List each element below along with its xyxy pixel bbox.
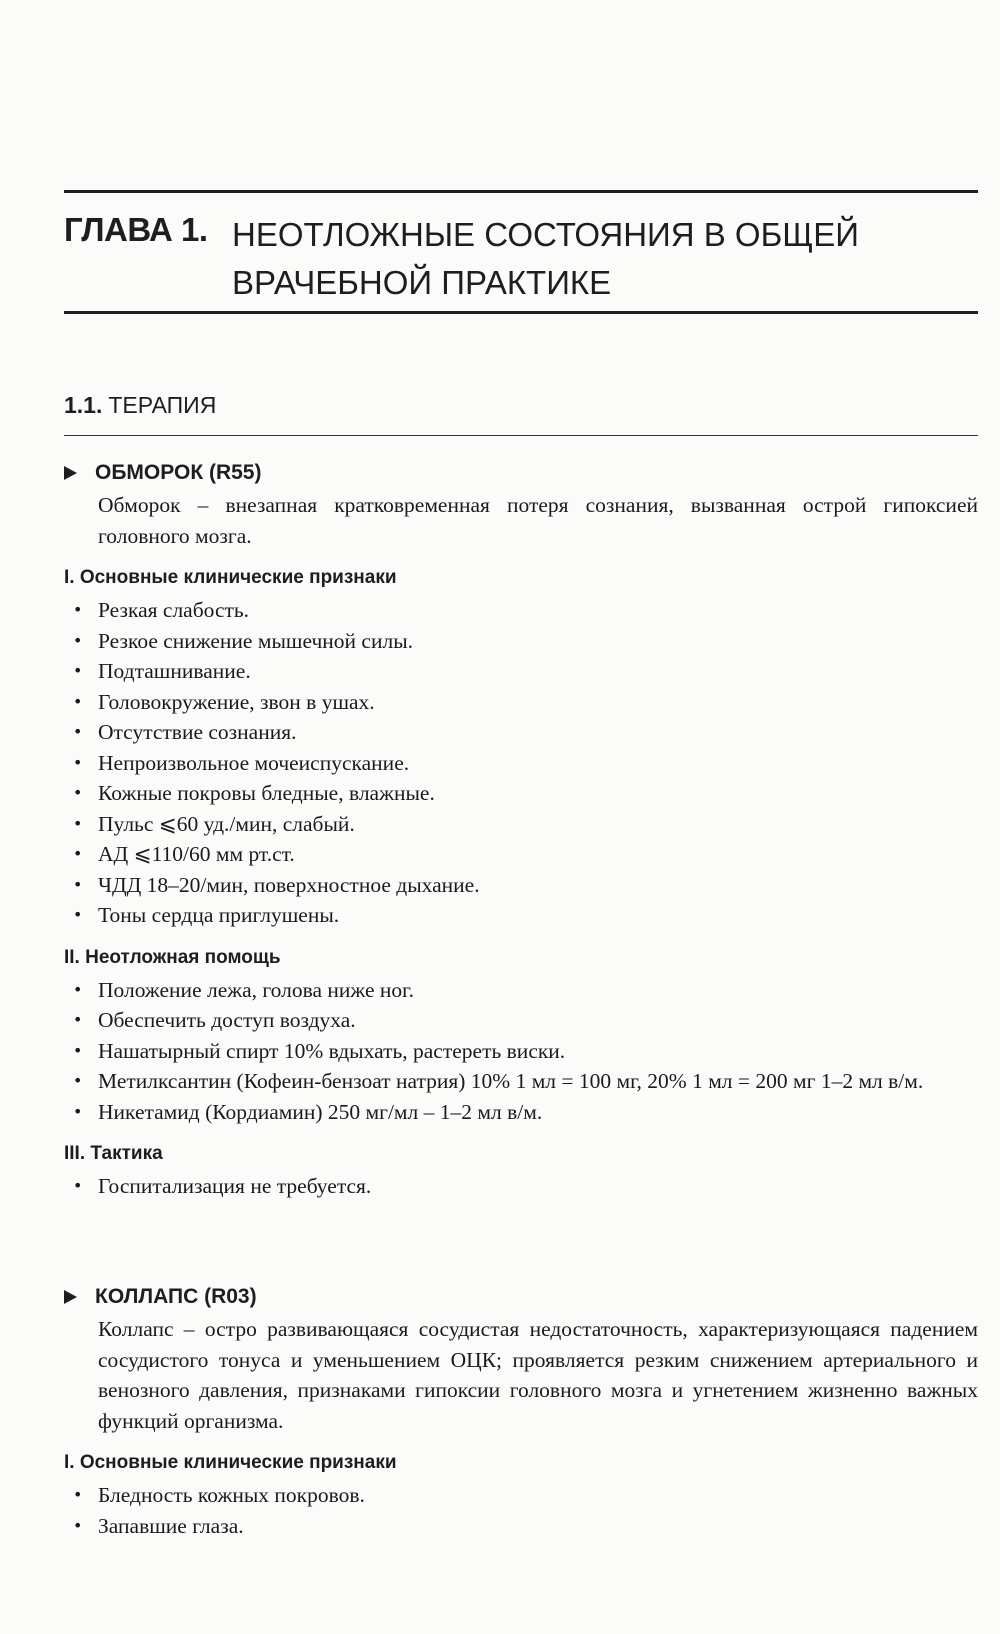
group-heading: II. Неотложная помощь	[64, 946, 281, 968]
chapter-label: ГЛАВА 1.	[64, 211, 208, 248]
topic-title: КОЛЛАПС (R03)	[95, 1285, 257, 1308]
chapter-header	[64, 190, 978, 314]
list-item-text: Метилксантин (Кофеин-бензоат натрия) 10% 1 мл = 100 мг, 20% 1 мл = 200 мг 1–2 мл в/м.	[98, 1069, 924, 1093]
bullet-icon: •	[73, 661, 83, 680]
list-item-text: Головокружение, звон в ушах.	[98, 689, 375, 714]
list-item	[64, 1480, 978, 1511]
bullet-icon: •	[73, 1176, 83, 1195]
bullet-icon: •	[73, 874, 83, 894]
bullet-icon: •	[73, 722, 83, 741]
list-item-text: Положение лежа, голова ниже ног.	[98, 977, 414, 1002]
list-item	[64, 839, 978, 870]
list-item	[64, 595, 978, 626]
list-item-text: Госпитализация не требуется.	[98, 1174, 372, 1198]
bullet-icon: •	[73, 813, 83, 833]
chapter-title-line-1: НЕОТЛОЖНЫЕ СОСТОЯНИЯ В ОБЩЕЙ	[232, 216, 859, 253]
list-item	[64, 778, 978, 809]
topic-heading	[64, 1280, 978, 1314]
bullet-icon: •	[73, 783, 83, 802]
section-title: ТЕРАПИЯ	[108, 392, 217, 418]
list-item-text: Непроизвольное мочеиспускание.	[98, 750, 410, 775]
bullet-icon: •	[73, 844, 83, 863]
list-item	[64, 1171, 978, 1202]
triangle-bullet-icon	[64, 1290, 77, 1304]
bullet-icon: •	[73, 1010, 83, 1029]
list-item	[64, 809, 978, 840]
list-item-text: Нашатырный спирт 10% вдыхать, растереть виски.	[98, 1038, 566, 1063]
list-item-text: Кожные покровы бледные, влажные.	[98, 781, 435, 805]
chapter-title-line-2: ВРАЧЕБНОЙ ПРАКТИКЕ	[232, 264, 612, 301]
list-item-text: Подташнивание.	[98, 659, 251, 683]
list-item-text: Запавшие глаза.	[98, 1513, 244, 1538]
triangle-bullet-icon	[64, 466, 77, 480]
bullet-icon: •	[73, 979, 83, 999]
bullet-icon: •	[73, 691, 83, 711]
group-heading: I. Основные клинические признаки	[64, 1452, 397, 1473]
section-heading	[64, 392, 978, 436]
list-item-text: Тоны сердца приглушены.	[98, 903, 340, 927]
topic-heading	[64, 456, 978, 490]
emergency-care-list	[64, 975, 978, 1128]
list-item-text: Пульс ⩽60 уд./мин, слабый.	[98, 811, 355, 836]
list-item-text: Никетамид (Кордиамин) 250 мг/мл – 1–2 мл в/м.	[98, 1099, 543, 1124]
bullet-icon: •	[73, 752, 83, 772]
bullet-icon: •	[73, 1040, 83, 1060]
list-item-text: Отсутствие сознания.	[98, 720, 297, 744]
chapter-title	[232, 211, 972, 307]
bullet-icon: •	[73, 905, 83, 924]
section-number: 1.1.	[64, 392, 103, 418]
topic-title: ОБМОРОК (R55)	[95, 461, 262, 484]
bullet-icon: •	[73, 630, 83, 650]
list-item	[64, 870, 978, 901]
bullet-icon: •	[73, 1515, 83, 1535]
bullet-icon: •	[73, 600, 83, 619]
list-item	[64, 656, 978, 687]
bullet-icon: •	[73, 1101, 83, 1121]
list-item	[64, 1066, 978, 1097]
list-item	[64, 900, 978, 931]
topic-definition: Обморок – внезапная кратковременная потеря сознания, вызванная острой гипоксией головного мозга.	[98, 493, 978, 548]
list-item-text: ЧДД 18–20/мин, поверхностное дыхание.	[98, 872, 480, 897]
list-item-text: Резкая слабость.	[98, 598, 250, 622]
topic-collapse	[64, 1280, 978, 1541]
list-item	[64, 626, 978, 657]
topic-syncope	[64, 456, 978, 1202]
group-heading: III. Тактика	[64, 1143, 163, 1164]
list-item-text: Бледность кожных покровов.	[98, 1483, 365, 1507]
list-item	[64, 1511, 978, 1542]
tactics-list	[64, 1171, 978, 1202]
symptom-list	[64, 1480, 978, 1541]
list-item-text: Резкое снижение мышечной силы.	[98, 628, 414, 653]
list-item	[64, 717, 978, 748]
list-item	[64, 748, 978, 779]
list-item	[64, 1097, 978, 1128]
list-item-text: АД ⩽110/60 мм рт.ст.	[98, 842, 295, 866]
bullet-icon: •	[73, 1485, 83, 1504]
group-heading: I. Основные клинические признаки	[64, 567, 397, 588]
symptom-list	[64, 595, 978, 931]
list-item	[64, 975, 978, 1006]
list-item	[64, 1036, 978, 1067]
list-item	[64, 687, 978, 718]
bullet-icon: •	[73, 1071, 83, 1090]
topic-definition: Коллапс – остро развивающаяся сосудистая недостаточность, характеризующаяся падением сосудистого тонуса и уменьшением ОЦК; проявляется резким снижением артериального и венозного давления, признаками гипоксии головного мозга и угнетением жизненно важных функций организма.	[98, 1317, 978, 1433]
list-item-text: Обеспечить доступ воздуха.	[98, 1008, 356, 1032]
list-item	[64, 1005, 978, 1036]
